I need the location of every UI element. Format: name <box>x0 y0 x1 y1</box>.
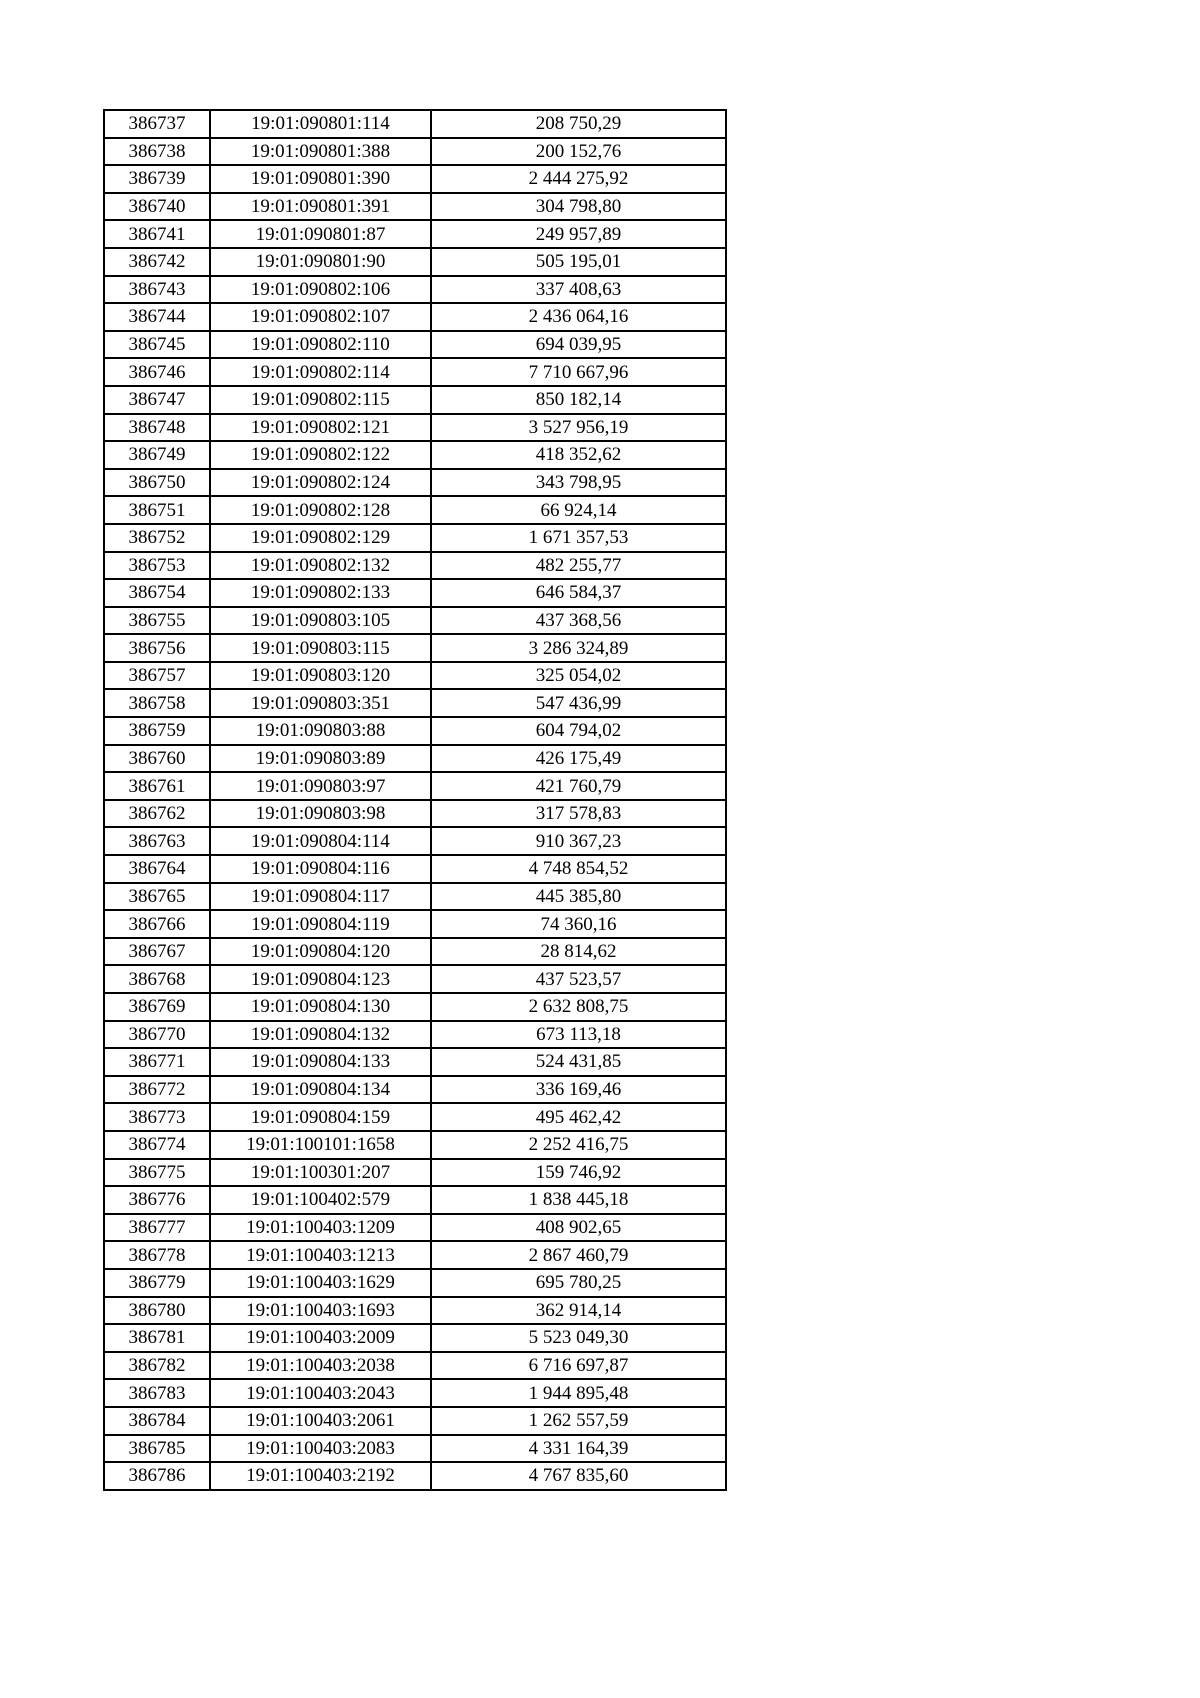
table-row <box>104 138 726 166</box>
value-cell: 4 331 164,39 <box>431 1435 726 1463</box>
table-row <box>104 855 726 883</box>
value-cell: 408 902,65 <box>431 1214 726 1242</box>
cadastral-number-cell: 19:01:090804:123 <box>210 965 431 993</box>
cadastral-number-cell: 19:01:090804:114 <box>210 827 431 855</box>
cadastral-number-cell: 19:01:090804:159 <box>210 1103 431 1131</box>
value-cell: 343 798,95 <box>431 469 726 497</box>
cadastral-number-cell: 19:01:090803:115 <box>210 634 431 662</box>
row-number-cell: 386738 <box>104 138 210 166</box>
value-cell: 1 671 357,53 <box>431 524 726 552</box>
table-row <box>104 165 726 193</box>
value-cell: 7 710 667,96 <box>431 358 726 386</box>
row-number-cell: 386772 <box>104 1076 210 1104</box>
cadastral-number-cell: 19:01:100403:1693 <box>210 1297 431 1325</box>
value-cell: 325 054,02 <box>431 662 726 690</box>
row-number-cell: 386762 <box>104 800 210 828</box>
table-row <box>104 386 726 414</box>
table-row <box>104 469 726 497</box>
row-number-cell: 386785 <box>104 1435 210 1463</box>
row-number-cell: 386783 <box>104 1379 210 1407</box>
row-number-cell: 386774 <box>104 1131 210 1159</box>
value-cell: 336 169,46 <box>431 1076 726 1104</box>
cadastral-number-cell: 19:01:100403:2192 <box>210 1462 431 1490</box>
cadastral-number-cell: 19:01:090801:114 <box>210 110 431 138</box>
value-cell: 5 523 049,30 <box>431 1324 726 1352</box>
value-cell: 418 352,62 <box>431 441 726 469</box>
value-cell: 4 748 854,52 <box>431 855 726 883</box>
cadastral-number-cell: 19:01:090804:116 <box>210 855 431 883</box>
value-cell: 505 195,01 <box>431 248 726 276</box>
row-number-cell: 386761 <box>104 772 210 800</box>
cadastral-number-cell: 19:01:100403:2009 <box>210 1324 431 1352</box>
cadastral-number-cell: 19:01:090802:122 <box>210 441 431 469</box>
value-cell: 66 924,14 <box>431 496 726 524</box>
table-row <box>104 689 726 717</box>
table-row <box>104 552 726 580</box>
value-cell: 28 814,62 <box>431 938 726 966</box>
cadastral-number-cell: 19:01:090802:133 <box>210 579 431 607</box>
value-cell: 604 794,02 <box>431 717 726 745</box>
row-number-cell: 386754 <box>104 579 210 607</box>
cadastral-number-cell: 19:01:100403:1209 <box>210 1214 431 1242</box>
cadastral-number-cell: 19:01:100403:1629 <box>210 1269 431 1297</box>
value-cell: 74 360,16 <box>431 910 726 938</box>
cadastral-number-cell: 19:01:090802:114 <box>210 358 431 386</box>
cadastral-number-cell: 19:01:090802:124 <box>210 469 431 497</box>
table-row <box>104 910 726 938</box>
table-row <box>104 1076 726 1104</box>
table-row <box>104 1241 726 1269</box>
table-row <box>104 1214 726 1242</box>
row-number-cell: 386764 <box>104 855 210 883</box>
table-row <box>104 1324 726 1352</box>
cadastral-number-cell: 19:01:100403:2043 <box>210 1379 431 1407</box>
table-row <box>104 193 726 221</box>
table-row <box>104 524 726 552</box>
table-row <box>104 634 726 662</box>
value-cell: 694 039,95 <box>431 331 726 359</box>
row-number-cell: 386750 <box>104 469 210 497</box>
cadastral-number-cell: 19:01:090801:390 <box>210 165 431 193</box>
row-number-cell: 386740 <box>104 193 210 221</box>
row-number-cell: 386781 <box>104 1324 210 1352</box>
data-table <box>103 109 727 1491</box>
row-number-cell: 386757 <box>104 662 210 690</box>
row-number-cell: 386780 <box>104 1297 210 1325</box>
value-cell: 2 444 275,92 <box>431 165 726 193</box>
cadastral-number-cell: 19:01:090804:117 <box>210 883 431 911</box>
value-cell: 524 431,85 <box>431 1048 726 1076</box>
table-row <box>104 938 726 966</box>
table-row <box>104 745 726 773</box>
table-row <box>104 248 726 276</box>
row-number-cell: 386784 <box>104 1407 210 1435</box>
value-cell: 910 367,23 <box>431 827 726 855</box>
value-cell: 337 408,63 <box>431 276 726 304</box>
table-row <box>104 276 726 304</box>
row-number-cell: 386747 <box>104 386 210 414</box>
row-number-cell: 386743 <box>104 276 210 304</box>
cadastral-number-cell: 19:01:090802:106 <box>210 276 431 304</box>
cadastral-number-cell: 19:01:090801:90 <box>210 248 431 276</box>
row-number-cell: 386756 <box>104 634 210 662</box>
table-row <box>104 496 726 524</box>
cadastral-number-cell: 19:01:090803:98 <box>210 800 431 828</box>
table-row <box>104 1379 726 1407</box>
cadastral-number-cell: 19:01:100402:579 <box>210 1186 431 1214</box>
cadastral-number-cell: 19:01:090804:132 <box>210 1021 431 1049</box>
value-cell: 695 780,25 <box>431 1269 726 1297</box>
row-number-cell: 386771 <box>104 1048 210 1076</box>
value-cell: 1 944 895,48 <box>431 1379 726 1407</box>
value-cell: 646 584,37 <box>431 579 726 607</box>
table-row <box>104 993 726 1021</box>
cadastral-number-cell: 19:01:090803:88 <box>210 717 431 745</box>
row-number-cell: 386752 <box>104 524 210 552</box>
value-cell: 2 436 064,16 <box>431 303 726 331</box>
row-number-cell: 386739 <box>104 165 210 193</box>
cadastral-number-cell: 19:01:100101:1658 <box>210 1131 431 1159</box>
table-row <box>104 331 726 359</box>
value-cell: 482 255,77 <box>431 552 726 580</box>
value-cell: 437 368,56 <box>431 607 726 635</box>
value-cell: 445 385,80 <box>431 883 726 911</box>
table-row <box>104 579 726 607</box>
value-cell: 673 113,18 <box>431 1021 726 1049</box>
row-number-cell: 386753 <box>104 552 210 580</box>
value-cell: 2 867 460,79 <box>431 1241 726 1269</box>
cadastral-number-cell: 19:01:090804:134 <box>210 1076 431 1104</box>
table-row <box>104 1352 726 1380</box>
cadastral-number-cell: 19:01:090802:107 <box>210 303 431 331</box>
row-number-cell: 386786 <box>104 1462 210 1490</box>
value-cell: 200 152,76 <box>431 138 726 166</box>
row-number-cell: 386778 <box>104 1241 210 1269</box>
value-cell: 3 286 324,89 <box>431 634 726 662</box>
table-row <box>104 883 726 911</box>
row-number-cell: 386749 <box>104 441 210 469</box>
value-cell: 495 462,42 <box>431 1103 726 1131</box>
table-row <box>104 1048 726 1076</box>
value-cell: 421 760,79 <box>431 772 726 800</box>
cadastral-number-cell: 19:01:090802:110 <box>210 331 431 359</box>
row-number-cell: 386767 <box>104 938 210 966</box>
row-number-cell: 386770 <box>104 1021 210 1049</box>
table-row <box>104 110 726 138</box>
row-number-cell: 386765 <box>104 883 210 911</box>
cadastral-number-cell: 19:01:090801:391 <box>210 193 431 221</box>
cadastral-number-cell: 19:01:090802:132 <box>210 552 431 580</box>
table-row <box>104 1407 726 1435</box>
row-number-cell: 386759 <box>104 717 210 745</box>
value-cell: 437 523,57 <box>431 965 726 993</box>
cadastral-number-cell: 19:01:090803:97 <box>210 772 431 800</box>
row-number-cell: 386746 <box>104 358 210 386</box>
cadastral-number-cell: 19:01:090803:105 <box>210 607 431 635</box>
table-row <box>104 965 726 993</box>
table-row <box>104 1021 726 1049</box>
table-row <box>104 220 726 248</box>
row-number-cell: 386779 <box>104 1269 210 1297</box>
cadastral-number-cell: 19:01:090801:388 <box>210 138 431 166</box>
cadastral-number-cell: 19:01:090802:129 <box>210 524 431 552</box>
value-cell: 317 578,83 <box>431 800 726 828</box>
row-number-cell: 386744 <box>104 303 210 331</box>
value-cell: 2 632 808,75 <box>431 993 726 1021</box>
row-number-cell: 386782 <box>104 1352 210 1380</box>
value-cell: 159 746,92 <box>431 1159 726 1187</box>
row-number-cell: 386769 <box>104 993 210 1021</box>
value-cell: 6 716 697,87 <box>431 1352 726 1380</box>
row-number-cell: 386760 <box>104 745 210 773</box>
table-row <box>104 358 726 386</box>
cadastral-number-cell: 19:01:090804:119 <box>210 910 431 938</box>
value-cell: 426 175,49 <box>431 745 726 773</box>
row-number-cell: 386763 <box>104 827 210 855</box>
cadastral-number-cell: 19:01:090804:120 <box>210 938 431 966</box>
table-row <box>104 662 726 690</box>
value-cell: 2 252 416,75 <box>431 1131 726 1159</box>
value-cell: 208 750,29 <box>431 110 726 138</box>
table-row <box>104 1159 726 1187</box>
cadastral-number-cell: 19:01:090802:115 <box>210 386 431 414</box>
value-cell: 1 838 445,18 <box>431 1186 726 1214</box>
value-cell: 249 957,89 <box>431 220 726 248</box>
cadastral-number-cell: 19:01:100403:2038 <box>210 1352 431 1380</box>
cadastral-number-cell: 19:01:100301:207 <box>210 1159 431 1187</box>
table-row <box>104 717 726 745</box>
table-row <box>104 1131 726 1159</box>
table-row <box>104 1269 726 1297</box>
table-body <box>104 110 726 1490</box>
value-cell: 1 262 557,59 <box>431 1407 726 1435</box>
value-cell: 547 436,99 <box>431 689 726 717</box>
value-cell: 362 914,14 <box>431 1297 726 1325</box>
value-cell: 3 527 956,19 <box>431 414 726 442</box>
row-number-cell: 386768 <box>104 965 210 993</box>
table-row <box>104 607 726 635</box>
row-number-cell: 386775 <box>104 1159 210 1187</box>
table-row <box>104 1435 726 1463</box>
cadastral-number-cell: 19:01:090804:133 <box>210 1048 431 1076</box>
row-number-cell: 386751 <box>104 496 210 524</box>
cadastral-number-cell: 19:01:090803:89 <box>210 745 431 773</box>
row-number-cell: 386741 <box>104 220 210 248</box>
table-row <box>104 414 726 442</box>
row-number-cell: 386766 <box>104 910 210 938</box>
row-number-cell: 386745 <box>104 331 210 359</box>
value-cell: 4 767 835,60 <box>431 1462 726 1490</box>
cadastral-number-cell: 19:01:090802:121 <box>210 414 431 442</box>
cadastral-number-cell: 19:01:090801:87 <box>210 220 431 248</box>
row-number-cell: 386737 <box>104 110 210 138</box>
cadastral-number-cell: 19:01:100403:1213 <box>210 1241 431 1269</box>
row-number-cell: 386755 <box>104 607 210 635</box>
cadastral-number-cell: 19:01:090803:120 <box>210 662 431 690</box>
cadastral-number-cell: 19:01:090803:351 <box>210 689 431 717</box>
table-row <box>104 1297 726 1325</box>
table-row <box>104 772 726 800</box>
row-number-cell: 386776 <box>104 1186 210 1214</box>
cadastral-number-cell: 19:01:090802:128 <box>210 496 431 524</box>
cadastral-number-cell: 19:01:090804:130 <box>210 993 431 1021</box>
row-number-cell: 386758 <box>104 689 210 717</box>
table-row <box>104 303 726 331</box>
table-row <box>104 1462 726 1490</box>
table-row <box>104 1186 726 1214</box>
table-row <box>104 1103 726 1131</box>
table-row <box>104 800 726 828</box>
row-number-cell: 386773 <box>104 1103 210 1131</box>
row-number-cell: 386742 <box>104 248 210 276</box>
value-cell: 850 182,14 <box>431 386 726 414</box>
table-row <box>104 441 726 469</box>
cadastral-number-cell: 19:01:100403:2061 <box>210 1407 431 1435</box>
row-number-cell: 386748 <box>104 414 210 442</box>
value-cell: 304 798,80 <box>431 193 726 221</box>
cadastral-number-cell: 19:01:100403:2083 <box>210 1435 431 1463</box>
row-number-cell: 386777 <box>104 1214 210 1242</box>
table-row <box>104 827 726 855</box>
